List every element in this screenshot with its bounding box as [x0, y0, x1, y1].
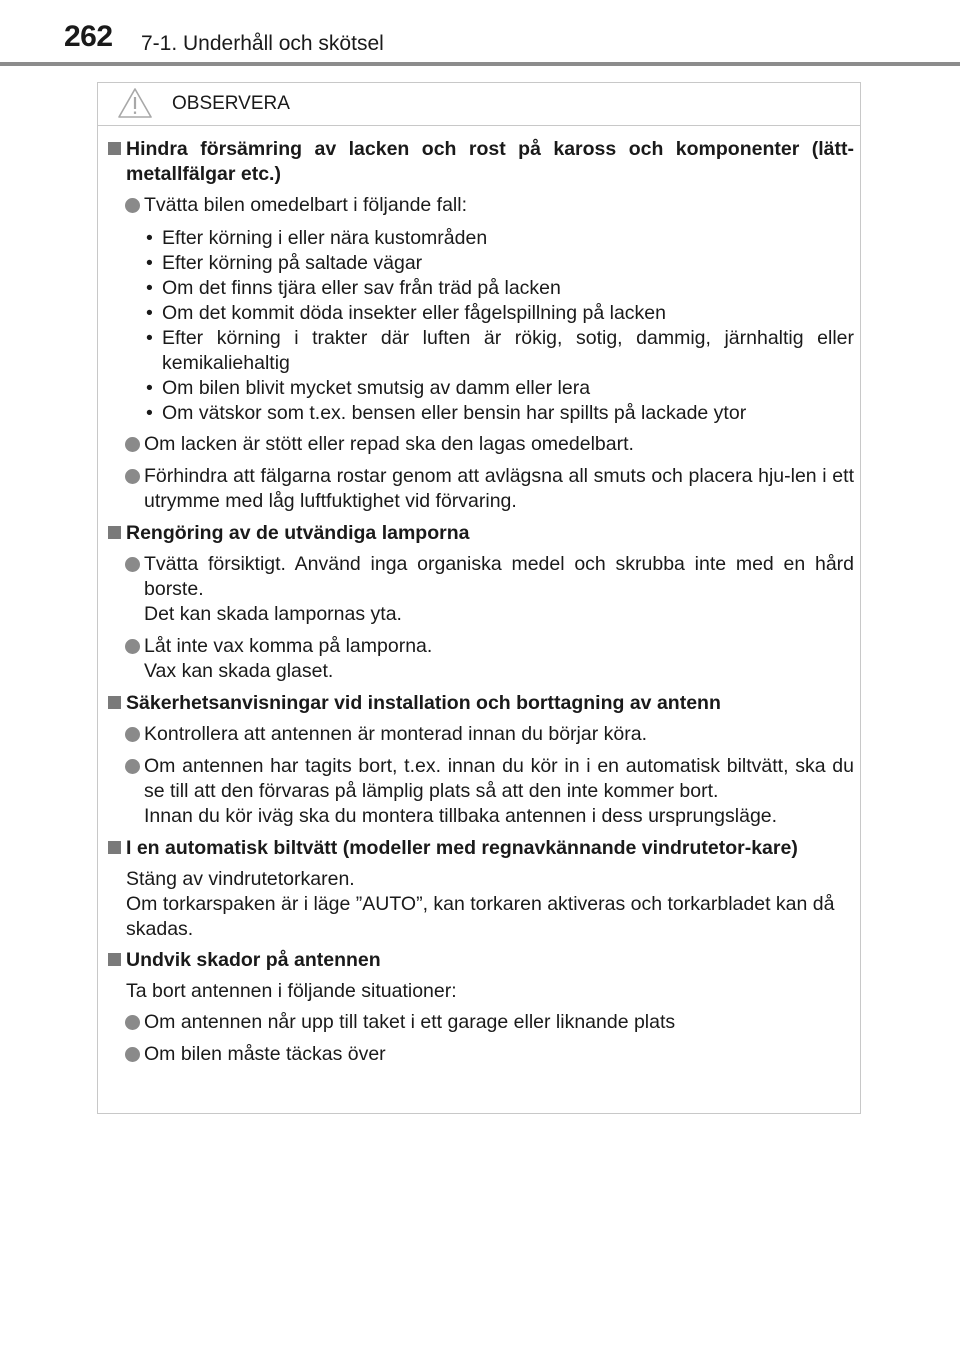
section-title: 7-1. Underhåll och skötsel — [141, 32, 384, 55]
sub-item — [106, 301, 854, 326]
bullet-item — [106, 722, 854, 747]
bullet-text: Om antennen har tagits bort, t.ex. innan du kör in i en automatisk biltvätt, ska du se till att den förvaras på lämplig plats så att den inte kommer bort. — [144, 755, 854, 802]
heading-paint-protection — [106, 137, 854, 187]
sub-item — [106, 376, 854, 401]
sub-bullet-icon: • — [146, 327, 153, 349]
sub-item-text: Om bilen blivit mycket smutsig av damm eller lera — [162, 377, 591, 399]
sub-item — [106, 276, 854, 301]
notice-content — [106, 137, 854, 1074]
bullet-item — [106, 193, 854, 218]
paragraph-text: Stäng av vindrutetorkaren. — [126, 868, 355, 890]
bullet-text: Förhindra att fälgarna rostar genom att avlägsna all smuts och placera hju-len i ett utrymme med låg luftfuktighet vid förvaring. — [144, 465, 854, 512]
sub-item — [106, 251, 854, 276]
heading-car-wash — [106, 836, 854, 861]
round-bullet-icon — [125, 639, 140, 654]
paragraph — [106, 867, 854, 942]
sub-list — [106, 226, 854, 426]
paragraph-text: Om torkarspaken är i läge ”AUTO”, kan torkaren aktiveras och torkarbladet kan då skadas. — [126, 893, 835, 940]
notice-box — [97, 82, 861, 1114]
bullet-text: Kontrollera att antennen är monterad innan du börjar köra. — [144, 723, 647, 745]
bullet-text: Om lacken är stött eller repad ska den lagas omedelbart. — [144, 433, 634, 455]
round-bullet-icon — [125, 557, 140, 572]
warning-triangle-icon — [116, 86, 154, 120]
sub-bullet-icon: • — [146, 402, 153, 424]
paragraph — [106, 979, 854, 1004]
bullet-text: Tvätta försiktigt. Använd inga organiska medel och skrubba inte med en hård borste. — [144, 553, 854, 600]
square-bullet-icon — [108, 841, 121, 854]
page-header — [0, 0, 960, 62]
sub-item-text: Om vätskor som t.ex. bensen eller bensin har spillts på lackade ytor — [162, 402, 747, 424]
square-bullet-icon — [108, 953, 121, 966]
bullet-item — [106, 552, 854, 627]
heading-text: Undvik skador på antennen — [126, 949, 381, 971]
bullet-text: Innan du kör iväg ska du montera tillbaka antennen i dess ursprungsläge. — [144, 805, 778, 827]
paragraph-text: Ta bort antennen i följande situationer: — [126, 980, 457, 1002]
sub-item-text: Om det kommit döda insekter eller fågelspillning på lacken — [162, 302, 667, 324]
heading-text: Hindra försämring av lacken och rost på kaross och komponenter (lätt-metallfälgar etc.) — [126, 138, 854, 185]
heading-text: Rengöring av de utvändiga lamporna — [126, 522, 470, 544]
heading-text: Säkerhetsanvisningar vid installation och borttagning av antenn — [126, 692, 721, 714]
sub-bullet-icon: • — [146, 277, 153, 299]
sub-bullet-icon: • — [146, 227, 153, 249]
square-bullet-icon — [108, 142, 121, 155]
bullet-text: Vax kan skada glaset. — [144, 660, 334, 682]
bullet-text: Tvätta bilen omedelbart i följande fall: — [144, 194, 468, 216]
sub-bullet-icon: • — [146, 302, 153, 324]
heading-antenna-damage — [106, 948, 854, 973]
sub-item — [106, 401, 854, 426]
heading-text: I en automatisk biltvätt (modeller med regnavkännande vindrutetor-kare) — [126, 837, 798, 859]
sub-bullet-icon: • — [146, 252, 153, 274]
notice-label: OBSERVERA — [172, 93, 290, 114]
square-bullet-icon — [108, 696, 121, 709]
bullet-text: Om bilen måste täckas över — [144, 1043, 386, 1065]
bullet-text: Låt inte vax komma på lamporna. — [144, 635, 433, 657]
bullet-text: Om antennen når upp till taket i ett garage eller liknande plats — [144, 1011, 676, 1033]
bullet-item — [106, 754, 854, 829]
heading-antenna-safety — [106, 691, 854, 716]
page-number: 262 — [64, 20, 113, 53]
sub-item-text: Efter körning i eller nära kustområden — [162, 227, 488, 249]
heading-exterior-lamps — [106, 521, 854, 546]
notice-header — [98, 83, 860, 126]
round-bullet-icon — [125, 1015, 140, 1030]
bullet-item — [106, 634, 854, 684]
bullet-item — [106, 464, 854, 514]
round-bullet-icon — [125, 1047, 140, 1062]
sub-item-text: Om det finns tjära eller sav från träd på lacken — [162, 277, 561, 299]
sub-item — [106, 326, 854, 376]
sub-item-text: Efter körning på saltade vägar — [162, 252, 423, 274]
round-bullet-icon — [125, 727, 140, 742]
bullet-item — [106, 432, 854, 457]
bullet-text: Det kan skada lampornas yta. — [144, 603, 402, 625]
round-bullet-icon — [125, 759, 140, 774]
square-bullet-icon — [108, 526, 121, 539]
round-bullet-icon — [125, 198, 140, 213]
bullet-item — [106, 1010, 854, 1035]
round-bullet-icon — [125, 437, 140, 452]
round-bullet-icon — [125, 469, 140, 484]
sub-item-text: Efter körning i trakter där luften är rökig, sotig, dammig, järnhaltig eller kemikaliehaltig — [162, 327, 854, 374]
sub-item — [106, 226, 854, 251]
sub-bullet-icon: • — [146, 377, 153, 399]
header-rule — [0, 62, 960, 66]
bullet-item — [106, 1042, 854, 1067]
